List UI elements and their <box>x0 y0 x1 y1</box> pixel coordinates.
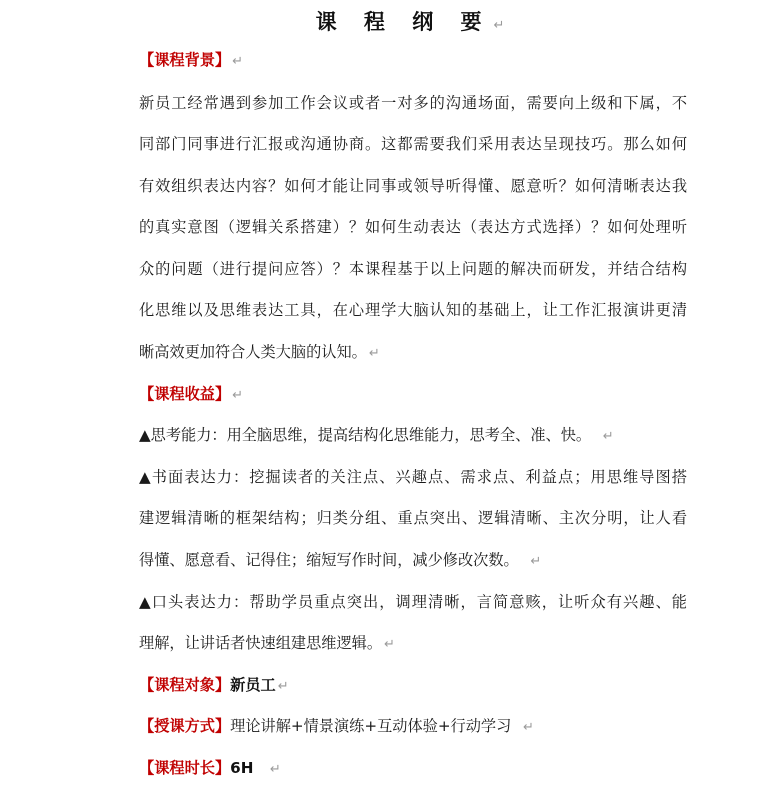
background-line: 的真实意图（逻辑关系搭建）？如何生动表达（表达方式选择）？如何处理听 <box>139 218 687 236</box>
benefit-thinking-text: ▲思考能力：用全脑思维，提高结构化思维能力，思考全、准、快。 <box>139 426 592 444</box>
method-heading: 【授课方式】 <box>139 717 231 735</box>
method-row <box>139 714 687 740</box>
paragraph-mark-icon: ↵ <box>232 388 244 403</box>
audience-value: 新员工 <box>230 676 276 694</box>
benefit-oral-text: 理解，让讲话者快速组建思维逻辑。 <box>139 634 382 652</box>
paragraph-mark-icon: ↵ <box>277 679 289 694</box>
audience-heading: 【课程对象】 <box>139 676 231 694</box>
paragraph-mark-icon: ↵ <box>232 54 244 69</box>
duration-value: 6H <box>230 759 254 777</box>
benefit-writing-text: 得懂、愿意看、记得住；缩短写作时间，减少修改次数。 <box>139 551 519 569</box>
background-line-text: 晰高效更加符合人类大脑的认知。 <box>139 343 367 361</box>
title-text: 课 程 纲 要 <box>315 10 492 34</box>
background-line-last <box>139 340 687 366</box>
background-line: 有效组织表达内容？如何才能让同事或领导听得懂、愿意听？如何清晰表达我 <box>139 177 687 195</box>
duration-heading: 【课程时长】 <box>139 759 231 777</box>
section-heading-benefits <box>139 382 687 408</box>
benefit-writing-line-last <box>139 548 687 574</box>
duration-row <box>139 756 687 782</box>
paragraph-mark-icon: ↵ <box>384 637 395 652</box>
benefit-thinking <box>139 423 687 449</box>
background-line: 新员工经常遇到参加工作会议或者一对多的沟通场面，需要向上级和下属，不 <box>139 94 687 112</box>
benefit-oral-line-last <box>139 631 687 657</box>
benefit-oral-line: ▲口头表达力：帮助学员重点突出，调理清晰，言简意赅，让听众有兴趣、能 <box>139 593 687 611</box>
audience-row <box>139 673 687 699</box>
method-value: 理论讲解+情景演练+互动体验+行动学习 <box>230 717 512 735</box>
page-title <box>0 6 780 36</box>
paragraph-mark-icon: ↵ <box>269 762 281 777</box>
paragraph-mark-icon: ↵ <box>602 429 614 444</box>
paragraph-mark-icon: ↵ <box>522 720 534 735</box>
background-line: 化思维以及思维表达工具，在心理学大脑认知的基础上，让工作汇报演讲更清 <box>139 301 687 319</box>
section-heading-background <box>139 48 687 74</box>
benefits-heading: 【课程收益】 <box>139 385 231 403</box>
background-line: 众的问题（进行提问应答）？本课程基于以上问题的解决而研发，并结合结构 <box>139 260 687 278</box>
background-line: 同部门同事进行汇报或沟通协商。这都需要我们采用表达呈现技巧。那么如何 <box>139 135 687 153</box>
paragraph-mark-icon: ↵ <box>493 18 505 33</box>
benefit-writing-line: ▲书面表达力：挖掘读者的关注点、兴趣点、需求点、利益点；用思维导图搭 <box>139 468 687 486</box>
benefit-writing-line: 建逻辑清晰的框架结构；归类分组、重点突出、逻辑清晰、主次分明，让人看 <box>139 509 687 527</box>
paragraph-mark-icon: ↵ <box>368 346 380 361</box>
background-heading: 【课程背景】 <box>139 51 231 69</box>
paragraph-mark-icon: ↵ <box>530 554 542 569</box>
